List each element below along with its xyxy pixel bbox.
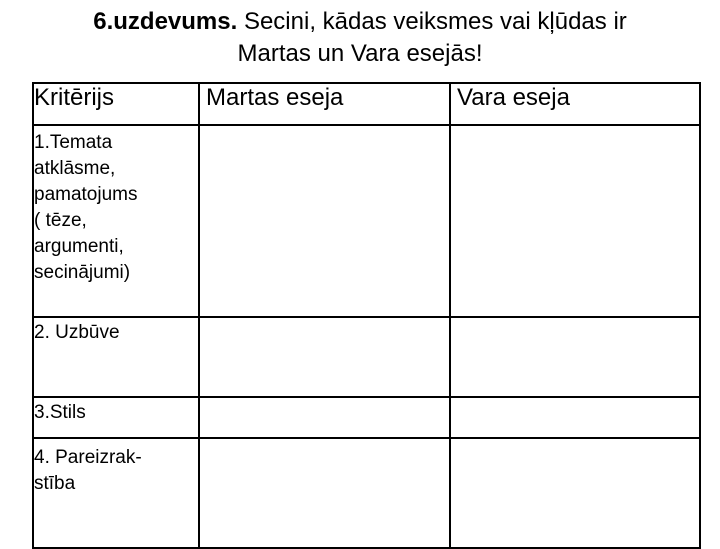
martas-answer-cell — [199, 125, 450, 317]
criterion-line: 2. Uzbūve — [34, 322, 120, 343]
criterion-cell — [33, 125, 199, 317]
table-row — [33, 125, 700, 317]
vara-answer-cell — [450, 125, 700, 317]
header-martas-eseja: Martas eseja — [199, 83, 450, 125]
criteria-table — [32, 82, 701, 549]
criterion-cell — [33, 397, 199, 438]
criterion-line: 4. Pareizrak- — [34, 447, 142, 468]
criterion-line: ( tēze, — [34, 210, 87, 231]
task-instruction-part-1: Secini, kādas veiksmes vai kļūdas ir — [237, 8, 627, 35]
criterion-cell — [33, 317, 199, 397]
vara-answer-cell — [450, 397, 700, 438]
criterion-line: argumenti, — [34, 236, 124, 257]
table-row — [33, 317, 700, 397]
header-vara-eseja: Vara eseja — [450, 83, 700, 125]
criterion-line: secinājumi) — [34, 262, 131, 283]
table-row — [33, 397, 700, 438]
vara-answer-cell — [450, 317, 700, 397]
vara-answer-cell — [450, 438, 700, 548]
criterion-line: stība — [34, 473, 76, 494]
martas-answer-cell — [199, 317, 450, 397]
table-header-row — [33, 83, 700, 125]
task-title — [0, 6, 720, 70]
task-number: 6.uzdevums. — [93, 8, 238, 35]
criterion-line: atklāsme, — [34, 158, 116, 179]
criterion-cell — [33, 438, 199, 548]
martas-answer-cell — [199, 438, 450, 548]
task-instruction-part-2: Martas un Vara esejās! — [237, 40, 483, 67]
table-row — [33, 438, 700, 548]
criterion-line: 1.Temata — [34, 132, 113, 153]
martas-answer-cell — [199, 397, 450, 438]
criterion-line: 3.Stils — [34, 402, 86, 423]
task-title-line-1 — [0, 6, 720, 38]
header-criterion: Kritērijs — [33, 83, 199, 125]
criterion-line: pamatojums — [34, 184, 138, 205]
